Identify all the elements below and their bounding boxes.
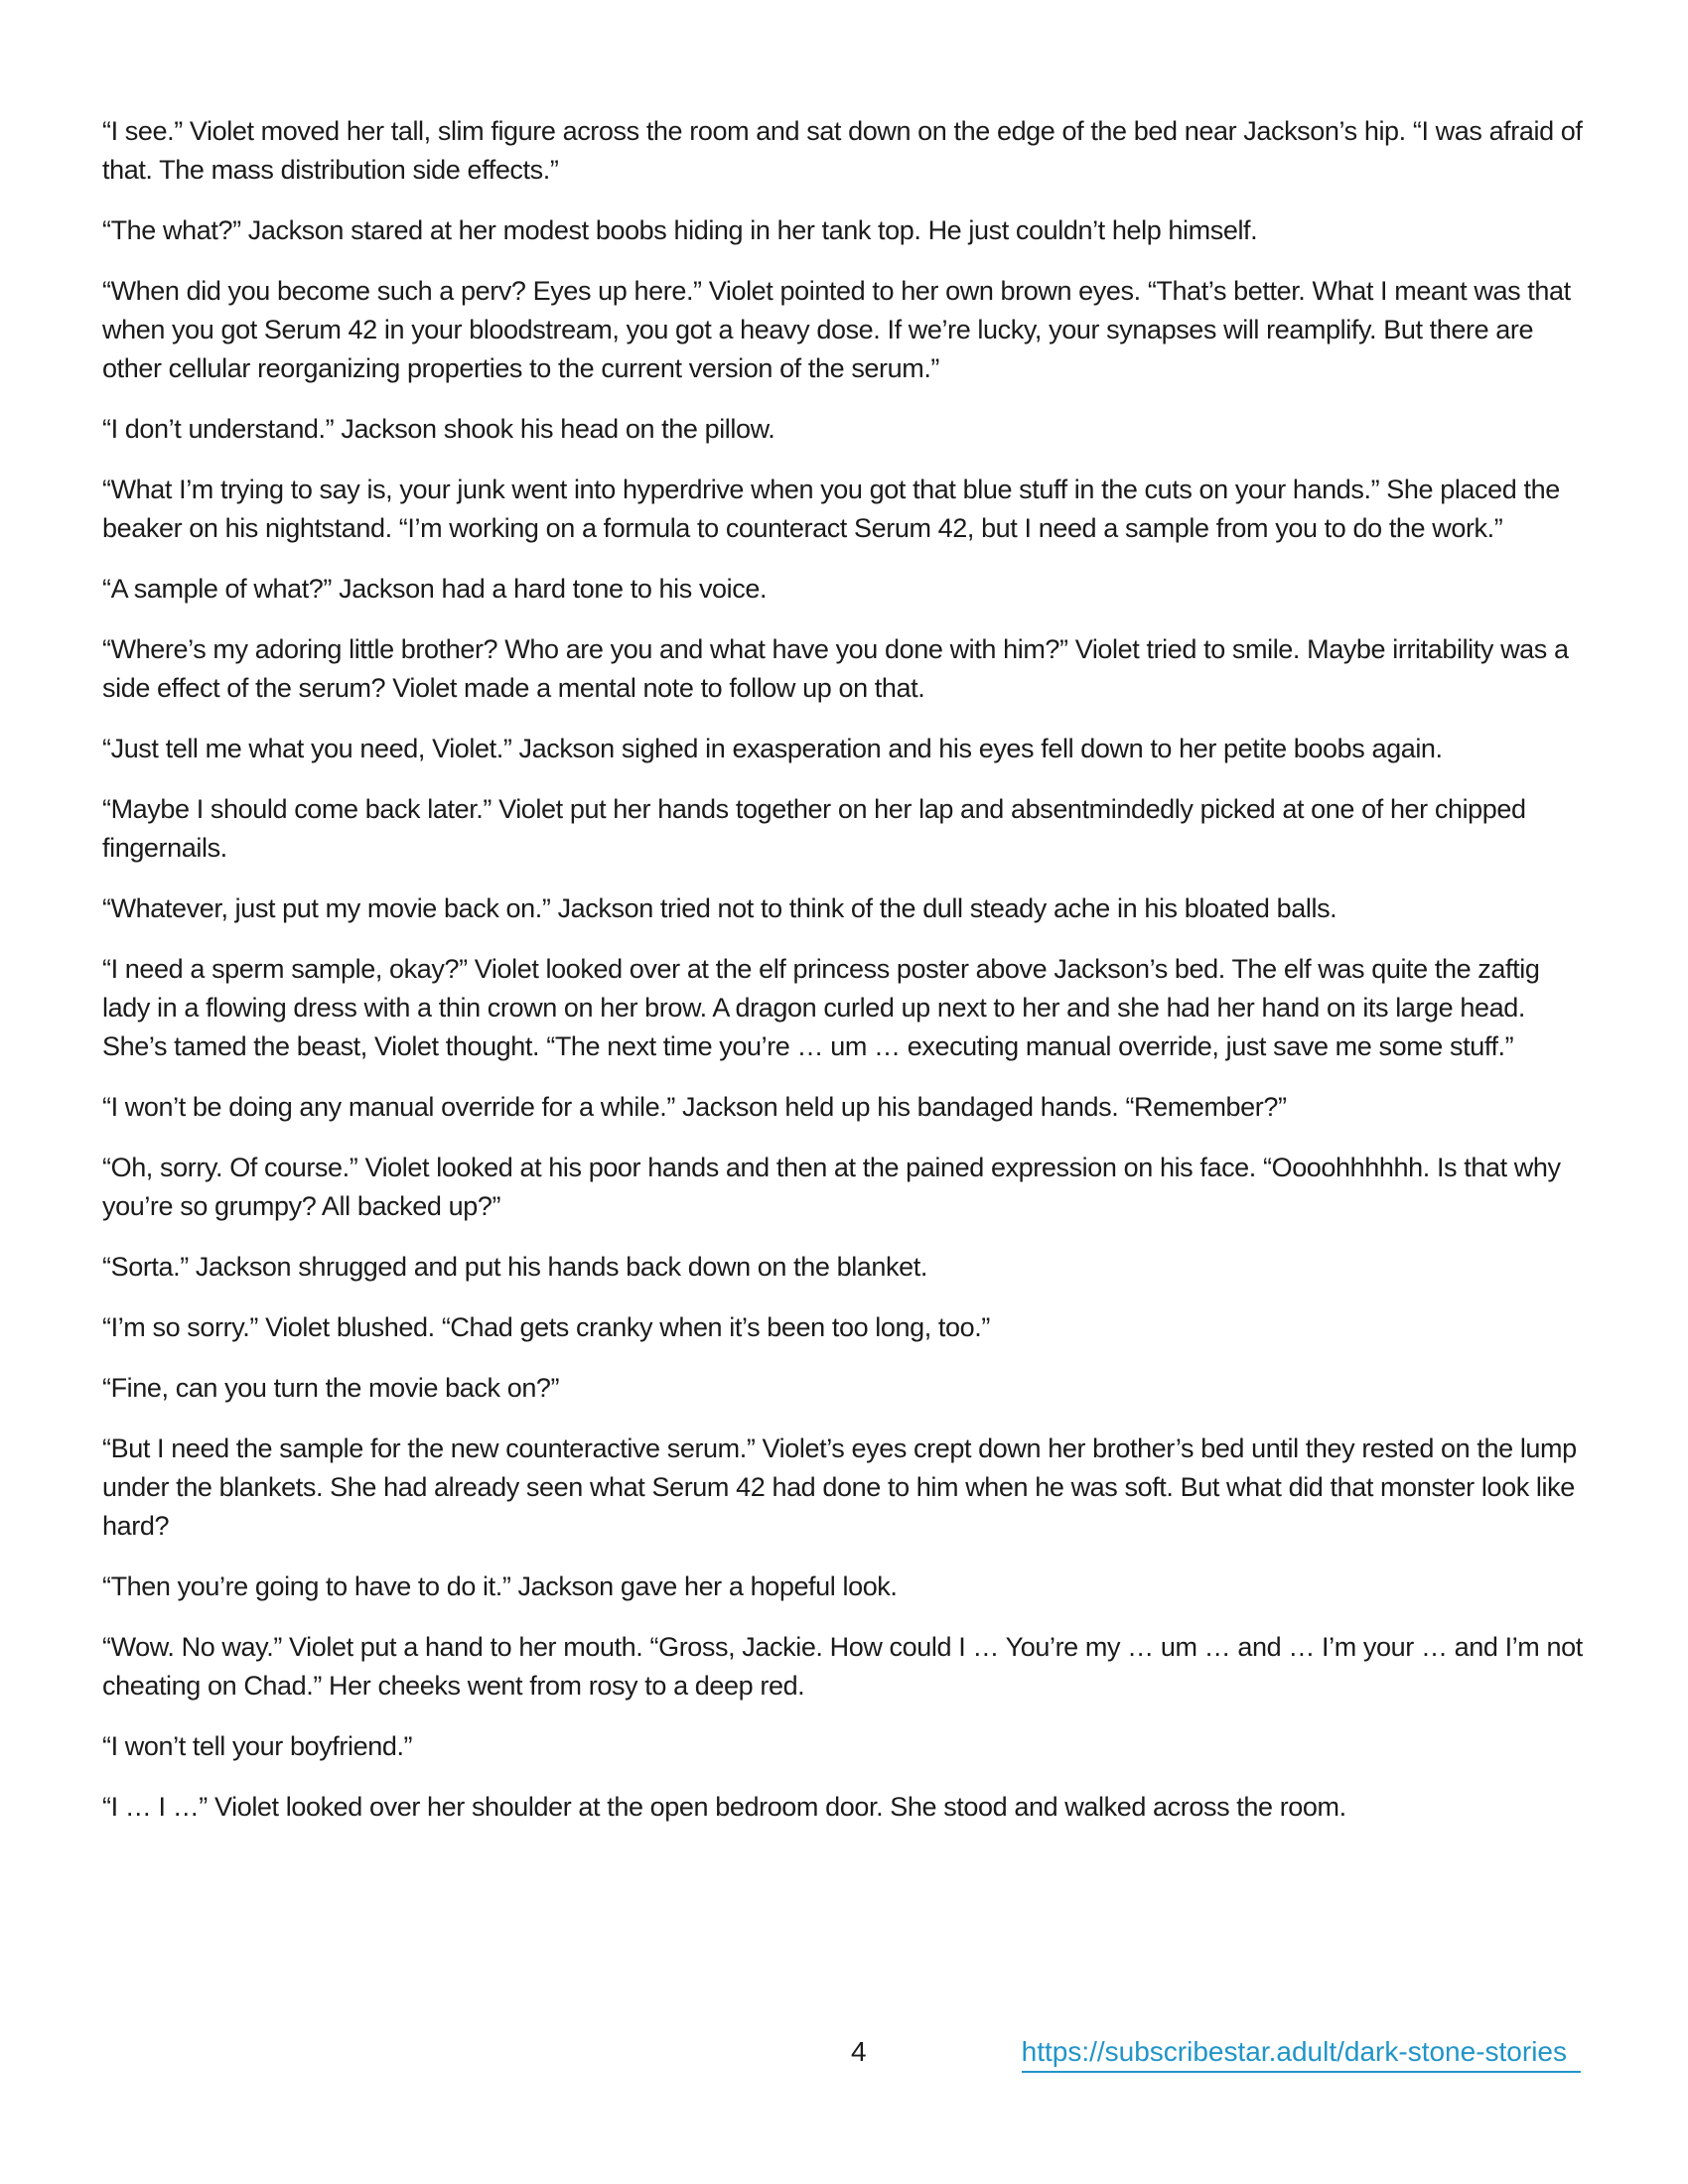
story-paragraph: “Where’s my adoring little brother? Who are you and what have you done with him?” Violet tried to smile. Maybe irritability was a side effect of the serum? Violet made a mental note to follow up on that.: [102, 634, 1569, 703]
story-paragraph: “Wow. No way.” Violet put a hand to her mouth. “Gross, Jackie. How could I … You’re my … um … and … I’m your … and I’m not cheating on Chad.” Her cheeks went from rosy to a deep red.: [102, 1632, 1583, 1701]
story-paragraph: “I need a sperm sample, okay?” Violet looked over at the elf princess poster above Jackson’s bed. The elf was quite the zaftig lady in a flowing dress with a thin crown on her brow. A dragon curled up next to her and she had her hand on its large head. She’s tamed the beast, Violet thought. “The next time you’re … um … executing manual override, just save me some stuff.”: [102, 954, 1540, 1061]
story-paragraph: “I … I …” Violet looked over her shoulder at the open bedroom door. She stood and walked across the room.: [102, 1792, 1346, 1822]
story-paragraph: “But I need the sample for the new counteractive serum.” Violet’s eyes crept down her brother’s bed until they rested on the lump under the blankets. She had already seen what Serum 42 had done to him when he was soft. But what did that monster look like hard?: [102, 1433, 1577, 1541]
story-paragraph: “I see.” Violet moved her tall, slim figure across the room and sat down on the edge of the bed near Jackson’s hip. “I was afraid of that. The mass distribution side effects.”: [102, 116, 1583, 185]
story-paragraph: “Just tell me what you need, Violet.” Jackson sighed in exasperation and his eyes fell down to her petite boobs again.: [102, 734, 1443, 763]
story-paragraph: “I won’t tell your boyfriend.”: [102, 1731, 413, 1761]
story-paragraph: “I’m so sorry.” Violet blushed. “Chad gets cranky when it’s been too long, too.”: [102, 1312, 990, 1342]
story-paragraph: “I won’t be doing any manual override for a while.” Jackson held up his bandaged hands. “Remember?”: [102, 1092, 1287, 1122]
story-paragraph: “Whatever, just put my movie back on.” Jackson tried not to think of the dull steady ache in his bloated balls.: [102, 893, 1337, 923]
story-paragraph: “What I’m trying to say is, your junk went into hyperdrive when you got that blue stuff in the cuts on your hands.” She placed the beaker on his nightstand. “I’m working on a formula to counteract Serum 42, but I need a sample from you to do the work.”: [102, 475, 1560, 543]
story-paragraph: “I don’t understand.” Jackson shook his head on the pillow.: [102, 414, 775, 444]
story-paragraph: “The what?” Jackson stared at her modest boobs hiding in her tank top. He just couldn’t help himself.: [102, 215, 1258, 245]
story-paragraph: “A sample of what?” Jackson had a hard tone to his voice.: [102, 574, 768, 604]
story-paragraph: “Oh, sorry. Of course.” Violet looked at his poor hands and then at the pained expression on his face. “Oooohhhhhh. Is that why you’re so grumpy? All backed up?”: [102, 1153, 1561, 1221]
story-text-block: [102, 112, 1589, 1848]
page-number: 4: [851, 2036, 867, 2067]
story-paragraph: “Then you’re going to have to do it.” Jackson gave her a hopeful look.: [102, 1571, 898, 1601]
subscribestar-link[interactable]: https://subscribestar.adult/dark-stone-stories: [1022, 2035, 1581, 2073]
story-paragraph: “Sorta.” Jackson shrugged and put his hands back down on the blanket.: [102, 1252, 927, 1282]
story-paragraph: “When did you become such a perv? Eyes up here.” Violet pointed to her own brown eyes. “That’s better. What I meant was that when you got Serum 42 in your bloodstream, you got a heavy dose. If we’re lucky, your synapses will reamplify. But there are other cellular reorganizing properties to the current version of the serum.”: [102, 276, 1571, 383]
story-paragraph: “Maybe I should come back later.” Violet put her hands together on her lap and absentmindedly picked at one of her chipped fingernails.: [102, 794, 1526, 863]
page-footer: [0, 2031, 1688, 2075]
story-paragraph: “Fine, can you turn the movie back on?”: [102, 1373, 560, 1403]
